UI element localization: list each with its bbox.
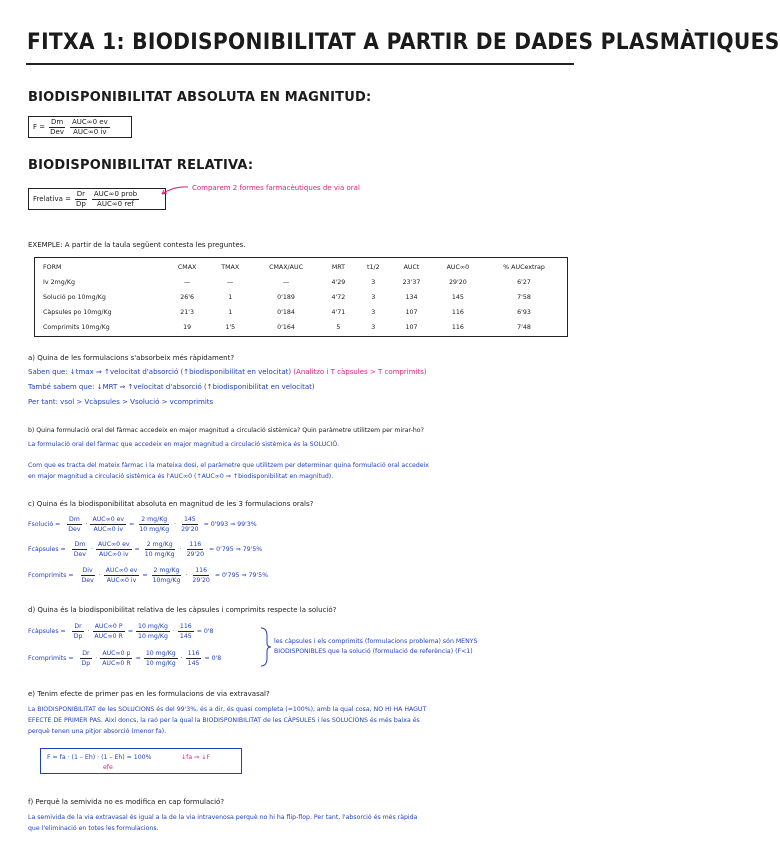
- answer-e-line3: perquè tenen una pitjor absorció (menor fa).: [28, 728, 167, 735]
- frac-den: AUC∞0 iv: [98, 551, 129, 558]
- answer-a-line1-text: Saben que: ↓tmax ⇒ ↑velocitat d'absorció (↑biodisponibilitat en velocitat): [28, 368, 292, 376]
- op: =: [127, 628, 134, 635]
- frac: [66, 515, 82, 534]
- th-auct: AUCt: [403, 264, 420, 271]
- e-side-note: ↓fa ⇒ ↓F: [181, 754, 211, 761]
- abs-frac-auc-num: AUC∞0 ev: [71, 117, 108, 126]
- rel-frac-dose: [74, 190, 88, 209]
- th-form: FORM: [43, 264, 62, 271]
- question-e: e) Tenim efecte de primer pas en les formulacions de via extravasal?: [28, 690, 270, 698]
- rel-formula-box: [28, 188, 166, 210]
- frac-den: 29'20: [192, 577, 210, 584]
- cell: 1: [228, 309, 233, 316]
- cell: 0'189: [277, 294, 295, 301]
- rel-formula-lhs: Frelativa =: [33, 195, 71, 203]
- th-cmax: CMAX: [177, 264, 197, 271]
- frac-num: AUC∞0 p: [102, 650, 131, 657]
- cell: 3: [371, 309, 376, 316]
- data-table: [39, 260, 565, 335]
- frac-num: 116: [195, 567, 208, 574]
- rel-heading: BIODISPONIBILITAT RELATIVA:: [28, 158, 254, 173]
- frac-num: Dm: [74, 541, 86, 548]
- answer-f-line1: La semivida de la via extravasal és igual a la de la via intravenosa perquè no hi ha flip-flop. Per tant, l'absorció és més ràpida: [28, 814, 418, 821]
- frac-den: AUC∞0 iv: [106, 577, 137, 584]
- question-d: d) Quina és la biodisponibilitat relativa de les càpsules i comprimits respecte la solució?: [28, 606, 337, 614]
- frac-den: 29'20: [181, 526, 199, 533]
- cell: 29'20: [449, 279, 467, 286]
- frac-num: 2 mg/Kg: [141, 516, 168, 523]
- title-underline: [26, 63, 574, 65]
- d-row-lhs: Fcàpsules =: [28, 628, 66, 635]
- d-note-line1: les càpsules i els comprimits (formulacions problema) són MENYS: [274, 638, 478, 645]
- frac: [100, 649, 132, 668]
- op: ·: [85, 521, 88, 528]
- frac: [185, 540, 206, 559]
- abs-frac-auc: [70, 118, 110, 137]
- op: =: [135, 655, 141, 662]
- frac-num: 10 mg/Kg: [138, 623, 168, 630]
- frac: [96, 540, 132, 559]
- e-formula-box: [40, 748, 242, 774]
- e-formula-sub: efe: [103, 764, 113, 771]
- cell: 19: [183, 324, 192, 331]
- frac: [178, 622, 194, 641]
- answer-b-line2: Com que es tracta del mateix fàrmac i la mateixa dosi, el paràmetre que utilitzem per determinar quina formulació oral accedeix: [28, 462, 429, 469]
- frac: [136, 622, 170, 641]
- cell: 26'6: [180, 294, 194, 301]
- cell: 6'27: [517, 279, 531, 286]
- abs-frac-dose-num: Dm: [50, 117, 64, 126]
- d-row-capsules: [28, 622, 213, 641]
- cell: 4'72: [331, 294, 346, 301]
- cell: Iv 2mg/Kg: [43, 279, 75, 286]
- frac: [80, 649, 93, 668]
- op: ·: [185, 572, 188, 579]
- abs-frac-auc-den: AUC∞0 iv: [73, 127, 107, 136]
- abs-formula-box: [28, 116, 132, 138]
- frac-den: 145: [179, 633, 192, 640]
- answer-b-line1: La formulació oral del fàrmac que accedeix en major magnitud a circulació sistèmica és la SOLUCIÓ.: [28, 441, 339, 448]
- op: ·: [95, 655, 98, 662]
- th-auc-extrap: % AUCextrap: [503, 264, 545, 271]
- frac-den: 10 mg/Kg: [138, 633, 168, 640]
- rel-frac-auc-den: AUC∞0 ref: [97, 199, 134, 208]
- rel-frac-auc: [92, 190, 139, 209]
- abs-formula-lhs: F =: [33, 123, 46, 131]
- answer-a-note: (Analitzo i T càpsules > T comprimits): [293, 368, 427, 376]
- cell: 6'93: [517, 309, 531, 316]
- cell: 1: [228, 294, 233, 301]
- cell: 107: [405, 309, 418, 316]
- frac: [190, 566, 211, 585]
- c-row-result: = 0'795 ⇒ 79'5%: [214, 572, 268, 579]
- table-row: [39, 290, 565, 305]
- d-row-result: = 0'8: [204, 655, 222, 662]
- cell: 4'29: [331, 279, 346, 286]
- frac-den: AUC∞0 R: [94, 633, 123, 640]
- cell: —: [227, 279, 234, 286]
- c-row-result: = 0'993 ⇒ 99'3%: [203, 521, 257, 528]
- answer-b-line3: en major magnitud a circulació sistèmica és l'AUC∞0 (↑AUC∞0 ⇒ ↑biodisponibilitat en magnitud).: [28, 473, 334, 480]
- c-row-solucio: [28, 515, 257, 534]
- op: ·: [174, 521, 177, 528]
- cell: 3: [371, 324, 376, 331]
- abs-heading: BIODISPONIBILITAT ABSOLUTA EN MAGNITUD:: [28, 90, 372, 105]
- frac-den: 10 mg/Kg: [144, 551, 175, 558]
- answer-a-line1: [28, 368, 427, 376]
- th-tmax: TMAX: [221, 264, 240, 271]
- c-row-comprimits: [28, 566, 268, 585]
- frac-den: Dev: [81, 577, 94, 584]
- answer-e-line2: EFECTE DE PRIMER PAS. Així doncs, la raó per la qual la BIODISPONIBILITAT de les CÀPSULES i les SOLUCIONS és més baixa és: [28, 717, 420, 724]
- op: =: [129, 521, 135, 528]
- th-auc-inf: AUC∞0: [446, 264, 470, 271]
- question-a: a) Quina de les formulacions s'absorbeix més ràpidament?: [28, 354, 235, 362]
- frac-num: 116: [187, 650, 200, 657]
- frac-den: 29'20: [186, 551, 205, 558]
- frac-num: 10 mg/Kg: [145, 650, 176, 657]
- abs-frac-dose-den: Dev: [50, 127, 64, 136]
- th-cmax-auc: CMAX/AUC: [269, 264, 303, 271]
- cell: 3: [371, 279, 376, 286]
- frac-num: AUC∞0 ev: [92, 516, 125, 523]
- frac: [92, 622, 124, 641]
- frac: [186, 649, 202, 668]
- rel-frac-dose-num: Dr: [76, 189, 86, 198]
- d-note-line2: BIODISPONIBLES que la solució (formulació de referència) (F<1): [274, 648, 473, 655]
- e-formula: F = fa · (1 – Eh) · (1 – Eh) = 100%: [47, 754, 152, 761]
- table-row: [39, 275, 565, 290]
- frac: [179, 515, 200, 534]
- cell: 4'71: [331, 309, 346, 316]
- frac-num: AUC∞0 P: [94, 623, 123, 630]
- cell: —: [183, 279, 191, 286]
- frac-num: 2 mg/Kg: [153, 567, 180, 574]
- op: =: [134, 546, 140, 553]
- table-row: [39, 305, 565, 320]
- answer-e-line1: La BIODISPONIBILITAT de les SOLUCIONS és del 99'3%, és a dir, és quasi completa (≈100%), amb la qual cosa, NO HI HA HAGUT: [28, 706, 427, 713]
- page-title: FITXA 1: BIODISPONIBILITAT A PARTIR DE DADES PLASMÀTIQUES: [27, 30, 780, 55]
- cell: 0'164: [277, 324, 295, 331]
- question-f: f) Perquè la semivida no es modifica en cap formulació?: [28, 798, 225, 806]
- rel-note-arrow: [160, 182, 190, 198]
- c-row-result: = 0'795 ⇒ 79'5%: [209, 546, 263, 553]
- frac-num: 2 mg/Kg: [146, 541, 173, 548]
- c-row-lhs: Fcàpsules =: [28, 546, 66, 553]
- frac: [80, 566, 96, 585]
- op: ·: [98, 572, 101, 579]
- cell: Comprimits 10mg/Kg: [43, 324, 110, 331]
- frac-num: Dm: [69, 516, 80, 523]
- frac-num: 145: [183, 516, 196, 523]
- cell: 5: [336, 324, 341, 331]
- cell: Càpsules po 10mg/Kg: [43, 309, 112, 316]
- cell: 1'5: [225, 324, 236, 331]
- frac-num: 116: [179, 623, 192, 630]
- cell: Solució po 10mg/Kg: [43, 294, 106, 301]
- cell: 134: [405, 294, 418, 301]
- cell: —: [282, 279, 290, 286]
- d-row-comprimits: [28, 649, 221, 668]
- frac: [72, 540, 88, 559]
- abs-frac-dose: [48, 118, 66, 137]
- cell: 116: [451, 309, 464, 316]
- cell: 21'3: [180, 309, 194, 316]
- frac-den: Dev: [73, 551, 86, 558]
- frac-den: Dp: [73, 633, 83, 640]
- th-half-life: t1/2: [366, 264, 380, 271]
- op: =: [142, 572, 148, 579]
- cell: 3: [371, 294, 376, 301]
- op: ·: [179, 546, 182, 553]
- frac: [143, 540, 177, 559]
- frac: [144, 649, 178, 668]
- frac-num: Dr: [82, 650, 90, 657]
- cell: 116: [451, 324, 464, 331]
- frac-den: Dev: [68, 526, 81, 533]
- frac-den: 10 mg/Kg: [145, 660, 176, 667]
- table-row: [39, 320, 565, 335]
- d-row-result: = 0'8: [196, 628, 214, 635]
- cell: 7'48: [517, 324, 531, 331]
- frac-den: Dp: [81, 660, 91, 667]
- d-brace: [258, 626, 272, 668]
- frac-num: AUC∞0 ev: [97, 541, 130, 548]
- op: ·: [87, 628, 90, 635]
- frac-den: 10mg/Kg: [152, 577, 181, 584]
- cell: 7'58: [517, 294, 531, 301]
- cell: 145: [451, 294, 464, 301]
- answer-f-line2: que l'eliminació en totes les formulacions.: [28, 825, 159, 832]
- frac-num: AUC∞0 ev: [105, 567, 138, 574]
- c-row-capsules: [28, 540, 262, 559]
- example-intro: EXEMPLE: A partir de la taula següent contesta les preguntes.: [28, 241, 246, 249]
- op: ·: [180, 655, 183, 662]
- frac-den: AUC∞0 R: [102, 660, 131, 667]
- frac-num: 116: [189, 541, 202, 548]
- frac-den: AUC∞0 iv: [93, 526, 124, 533]
- question-b: b) Quina formulació oral del fàrmac accedeix en major magnitud a circulació sistèmica? Quin paràmetre utilitzem per mirar-ho?: [28, 427, 424, 434]
- answer-a-line3: Per tant: vsol > Vcàpsules > Vsolució > vcomprimits: [28, 398, 214, 406]
- frac: [151, 566, 183, 585]
- frac-num: Dr: [74, 623, 82, 630]
- frac-num: Div: [82, 567, 93, 574]
- rel-frac-auc-num: AUC∞0 prob: [93, 189, 138, 198]
- cell: 107: [405, 324, 418, 331]
- frac: [104, 566, 140, 585]
- rel-frac-dose-den: Dp: [76, 199, 86, 208]
- op: ·: [172, 628, 175, 635]
- frac: [137, 515, 171, 534]
- question-c: c) Quina és la biodisponibilitat absoluta en magnitud de les 3 formulacions orals?: [28, 500, 314, 508]
- frac-den: 145: [187, 660, 200, 667]
- table-header-row: [39, 260, 565, 275]
- frac: [72, 622, 85, 641]
- th-mrt: MRT: [331, 264, 346, 271]
- op: ·: [90, 546, 93, 553]
- c-row-lhs: Fsolució =: [28, 521, 61, 528]
- rel-note: Comparem 2 formes farmacèutiques de via oral: [192, 184, 360, 192]
- answer-a-line2: També sabem que: ↓MRT ⇒ ↑velocitat d'absorció (↑biodisponibilitat en velocitat): [28, 383, 315, 391]
- data-table-frame: [34, 257, 568, 337]
- c-row-lhs: Fcomprimits =: [28, 572, 74, 579]
- d-row-lhs: Fcomprimits =: [28, 655, 74, 662]
- cell: 23'37: [402, 279, 421, 286]
- frac-den: 10 mg/Kg: [139, 526, 170, 533]
- cell: 0'184: [277, 309, 295, 316]
- frac: [90, 515, 126, 534]
